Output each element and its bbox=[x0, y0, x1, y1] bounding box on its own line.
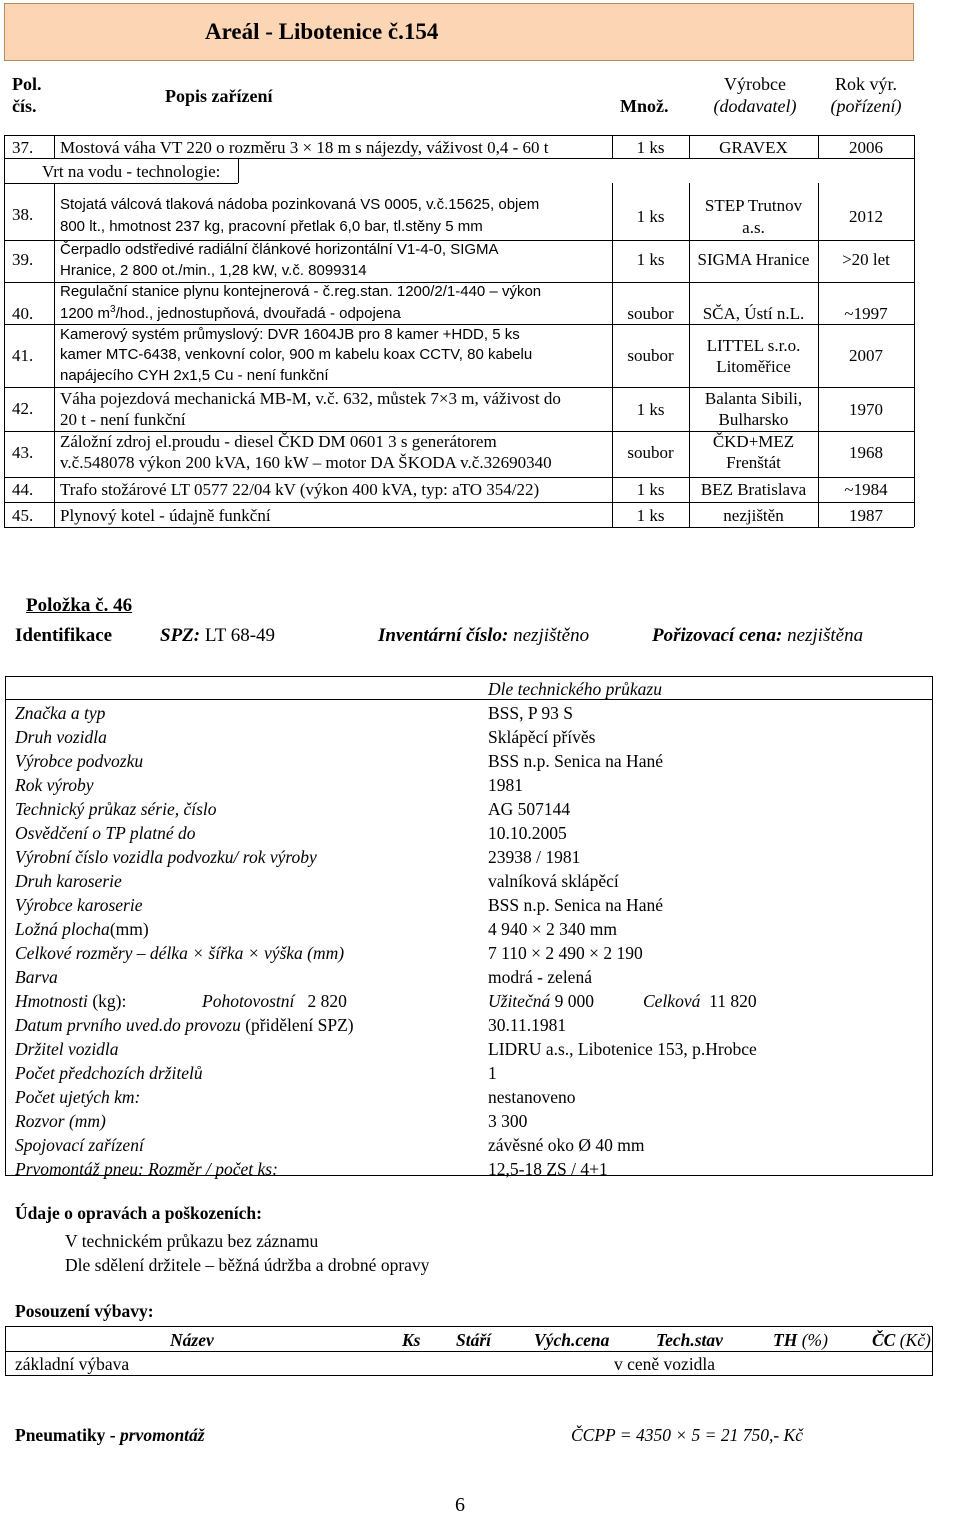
vybava-col-th: TH (%) bbox=[773, 1330, 828, 1350]
pneu-calc: ČCPP = 4350 × 5 = 21 750,- Kč bbox=[571, 1425, 803, 1445]
row-label: Druh karoserie bbox=[15, 871, 122, 891]
col-pol-line1: Pol. bbox=[12, 74, 42, 94]
posouzeni-title: Posouzení výbavy: bbox=[15, 1301, 154, 1321]
spz-field: SPZ: LT 68-49 bbox=[160, 625, 276, 646]
row-value: BSS n.p. Senica na Hané bbox=[488, 895, 663, 915]
row-value: 1981 bbox=[488, 775, 523, 795]
pneu-label: Pneumatiky - prvomontáž bbox=[15, 1425, 205, 1445]
udaje-line: Dle sdělení držitele – běžná údržba a drobné opravy bbox=[65, 1255, 430, 1275]
row-label: Rok výroby bbox=[15, 775, 94, 795]
porizovaci-cena: Pořizovací cena: nezjištěna bbox=[652, 625, 864, 646]
row-value: valníková sklápěcí bbox=[488, 871, 619, 891]
udaje-line: V technickém průkazu bez záznamu bbox=[65, 1231, 319, 1251]
row-value: modrá - zelená bbox=[488, 967, 592, 987]
row-label: Ložná plocha(mm) bbox=[15, 919, 149, 939]
inventarni-cislo: Inventární číslo: nezjištěno bbox=[378, 625, 590, 646]
row-value: Sklápěcí přívěs bbox=[488, 727, 596, 747]
row-value: BSS n.p. Senica na Hané bbox=[488, 751, 663, 771]
row-label: Značka a typ bbox=[15, 703, 106, 723]
col-pol-line2: čís. bbox=[12, 96, 37, 116]
row-label: Výrobce podvozku bbox=[15, 751, 144, 771]
row-value: BSS, P 93 S bbox=[488, 703, 573, 723]
row-value: 30.11.1981 bbox=[488, 1015, 567, 1035]
row-label: Rozvor (mm) bbox=[15, 1111, 106, 1131]
page-title: Areál - Libotenice č.154 bbox=[205, 19, 439, 44]
row-value: 3 300 bbox=[488, 1111, 528, 1131]
vybava-col-ks: Ks bbox=[402, 1330, 421, 1350]
row-label: Barva bbox=[15, 967, 58, 987]
vehicle-table-divider bbox=[5, 699, 933, 700]
row-value: 1 bbox=[488, 1063, 497, 1083]
identifikace-label: Identifikace bbox=[15, 625, 113, 646]
row-value: AG 507144 bbox=[488, 799, 571, 819]
group-label: Vrt na vodu - technologie: bbox=[42, 162, 221, 181]
hmotnosti-label: Hmotnosti (kg): bbox=[15, 991, 127, 1011]
vybava-col-nazev: Název bbox=[170, 1330, 214, 1350]
vybava-col-vych: Vých.cena bbox=[534, 1330, 610, 1350]
col-rok-line2: (pořízení) bbox=[830, 96, 902, 116]
row-label: Osvědčení o TP platné do bbox=[15, 823, 196, 843]
row-value: 4 940 × 2 340 mm bbox=[488, 919, 617, 939]
row-value: LIDRU a.s., Libotenice 153, p.Hrobce bbox=[488, 1039, 757, 1059]
polozka-title: Položka č. 46 bbox=[26, 595, 133, 616]
vybava-col-stari: Stáří bbox=[456, 1330, 492, 1350]
vybava-row-value: v ceně vozidla bbox=[614, 1354, 716, 1374]
row-value: 7 110 × 2 490 × 2 190 bbox=[488, 943, 643, 963]
row-label: Počet předchozích držitelů bbox=[15, 1063, 203, 1083]
col-popis: Popis zařízení bbox=[165, 86, 273, 106]
row-value: nestanoveno bbox=[488, 1087, 576, 1107]
row-value: závěsné oko Ø 40 mm bbox=[488, 1135, 645, 1155]
hmotnost-uzitecna: Užitečná 9 000 bbox=[488, 991, 594, 1011]
col-vyrobce-line2: (dodavatel) bbox=[713, 96, 797, 116]
row-label: Technický průkaz série, číslo bbox=[15, 799, 217, 819]
col-mnoz: Množ. bbox=[620, 96, 669, 116]
vybava-row-name: základní výbava bbox=[15, 1354, 130, 1374]
row-label: Výrobce karoserie bbox=[15, 895, 143, 915]
row-label: Celkové rozměry – délka × šířka × výška (mm) bbox=[15, 943, 345, 963]
row-label: Druh vozidla bbox=[15, 727, 107, 747]
row-label: Výrobní číslo vozidla podvozku/ rok výroby bbox=[15, 847, 317, 867]
row-value: 10.10.2005 bbox=[488, 823, 567, 843]
udaje-title: Údaje o opravách a poškozeních: bbox=[15, 1203, 262, 1223]
hmotnost-celkova: Celková 11 820 bbox=[643, 991, 757, 1011]
hmotnost-pohotovostni: Pohotovostní 2 820 bbox=[202, 991, 347, 1011]
vehicle-col-header: Dle technického průkazu bbox=[488, 679, 662, 699]
row-value: 12,5-18 ZS / 4+1 bbox=[488, 1159, 608, 1179]
vybava-col-cc: ČC (Kč) bbox=[872, 1330, 931, 1350]
row-value: 23938 / 1981 bbox=[488, 847, 581, 867]
row-label: Prvomontáž pneu: Rozměr / počet ks: bbox=[15, 1159, 278, 1179]
vybava-col-tech: Tech.stav bbox=[656, 1330, 723, 1350]
row-label: Počet ujetých km: bbox=[15, 1087, 141, 1107]
row-label: Držitel vozidla bbox=[15, 1039, 119, 1059]
col-vyrobce-line1: Výrobce bbox=[724, 74, 786, 94]
row-label: Datum prvního uved.do provozu (přidělení SPZ) bbox=[15, 1015, 354, 1035]
page-number: 6 bbox=[455, 1494, 465, 1516]
row-label: Spojovací zařízení bbox=[15, 1135, 144, 1155]
col-rok-line1: Rok výr. bbox=[834, 74, 897, 94]
header-banner bbox=[4, 3, 914, 61]
